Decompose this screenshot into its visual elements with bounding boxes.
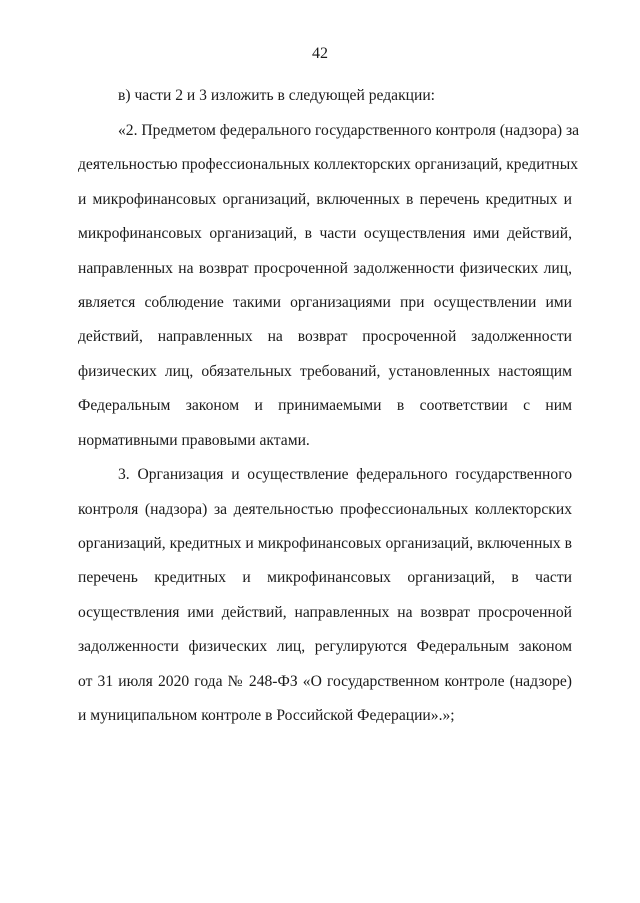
text-line: задолженности физических лиц, регулируются Федеральным законом <box>78 638 572 655</box>
text-line-amendment-intro: в) части 2 и 3 изложить в следующей редакции: <box>118 87 436 104</box>
text-line: действий, направленных на возврат просроченной задолженности <box>78 328 572 345</box>
page-number: 42 <box>312 45 328 62</box>
text-line: микрофинансовых организаций, в части осуществления ими действий, <box>78 225 572 242</box>
text-line: является соблюдение такими организациями при осуществлении ими <box>78 294 572 311</box>
text-line: перечень кредитных и микрофинансовых организаций, в части <box>78 569 572 586</box>
text-line: деятельностью профессиональных коллекторских организаций, кредитных <box>78 156 579 173</box>
text-line-part3-end: и муниципальном контроле в Российской Федерации».»; <box>78 707 455 724</box>
text-line: организаций, кредитных и микрофинансовых организаций, включенных в <box>78 535 572 552</box>
text-line-part3-start: 3. Организация и осуществление федерального государственного <box>118 466 572 483</box>
text-line-part2-start: «2. Предметом федерального государственного контроля (надзора) за <box>118 122 580 139</box>
text-line: контроля (надзора) за деятельностью профессиональных коллекторских <box>78 501 572 518</box>
text-line-part2-end: нормативными правовыми актами. <box>78 432 310 449</box>
text-line: физических лиц, обязательных требований, установленных настоящим <box>78 363 572 380</box>
text-line: осуществления ими действий, направленных на возврат просроченной <box>78 604 572 621</box>
text-line: от 31 июля 2020 года № 248-ФЗ «О государственном контроле (надзоре) <box>78 673 572 690</box>
text-line: и микрофинансовых организаций, включенных в перечень кредитных и <box>78 191 572 208</box>
text-line: направленных на возврат просроченной задолженности физических лиц, <box>78 260 572 277</box>
text-line: Федеральным законом и принимаемыми в соответствии с ним <box>78 397 572 414</box>
